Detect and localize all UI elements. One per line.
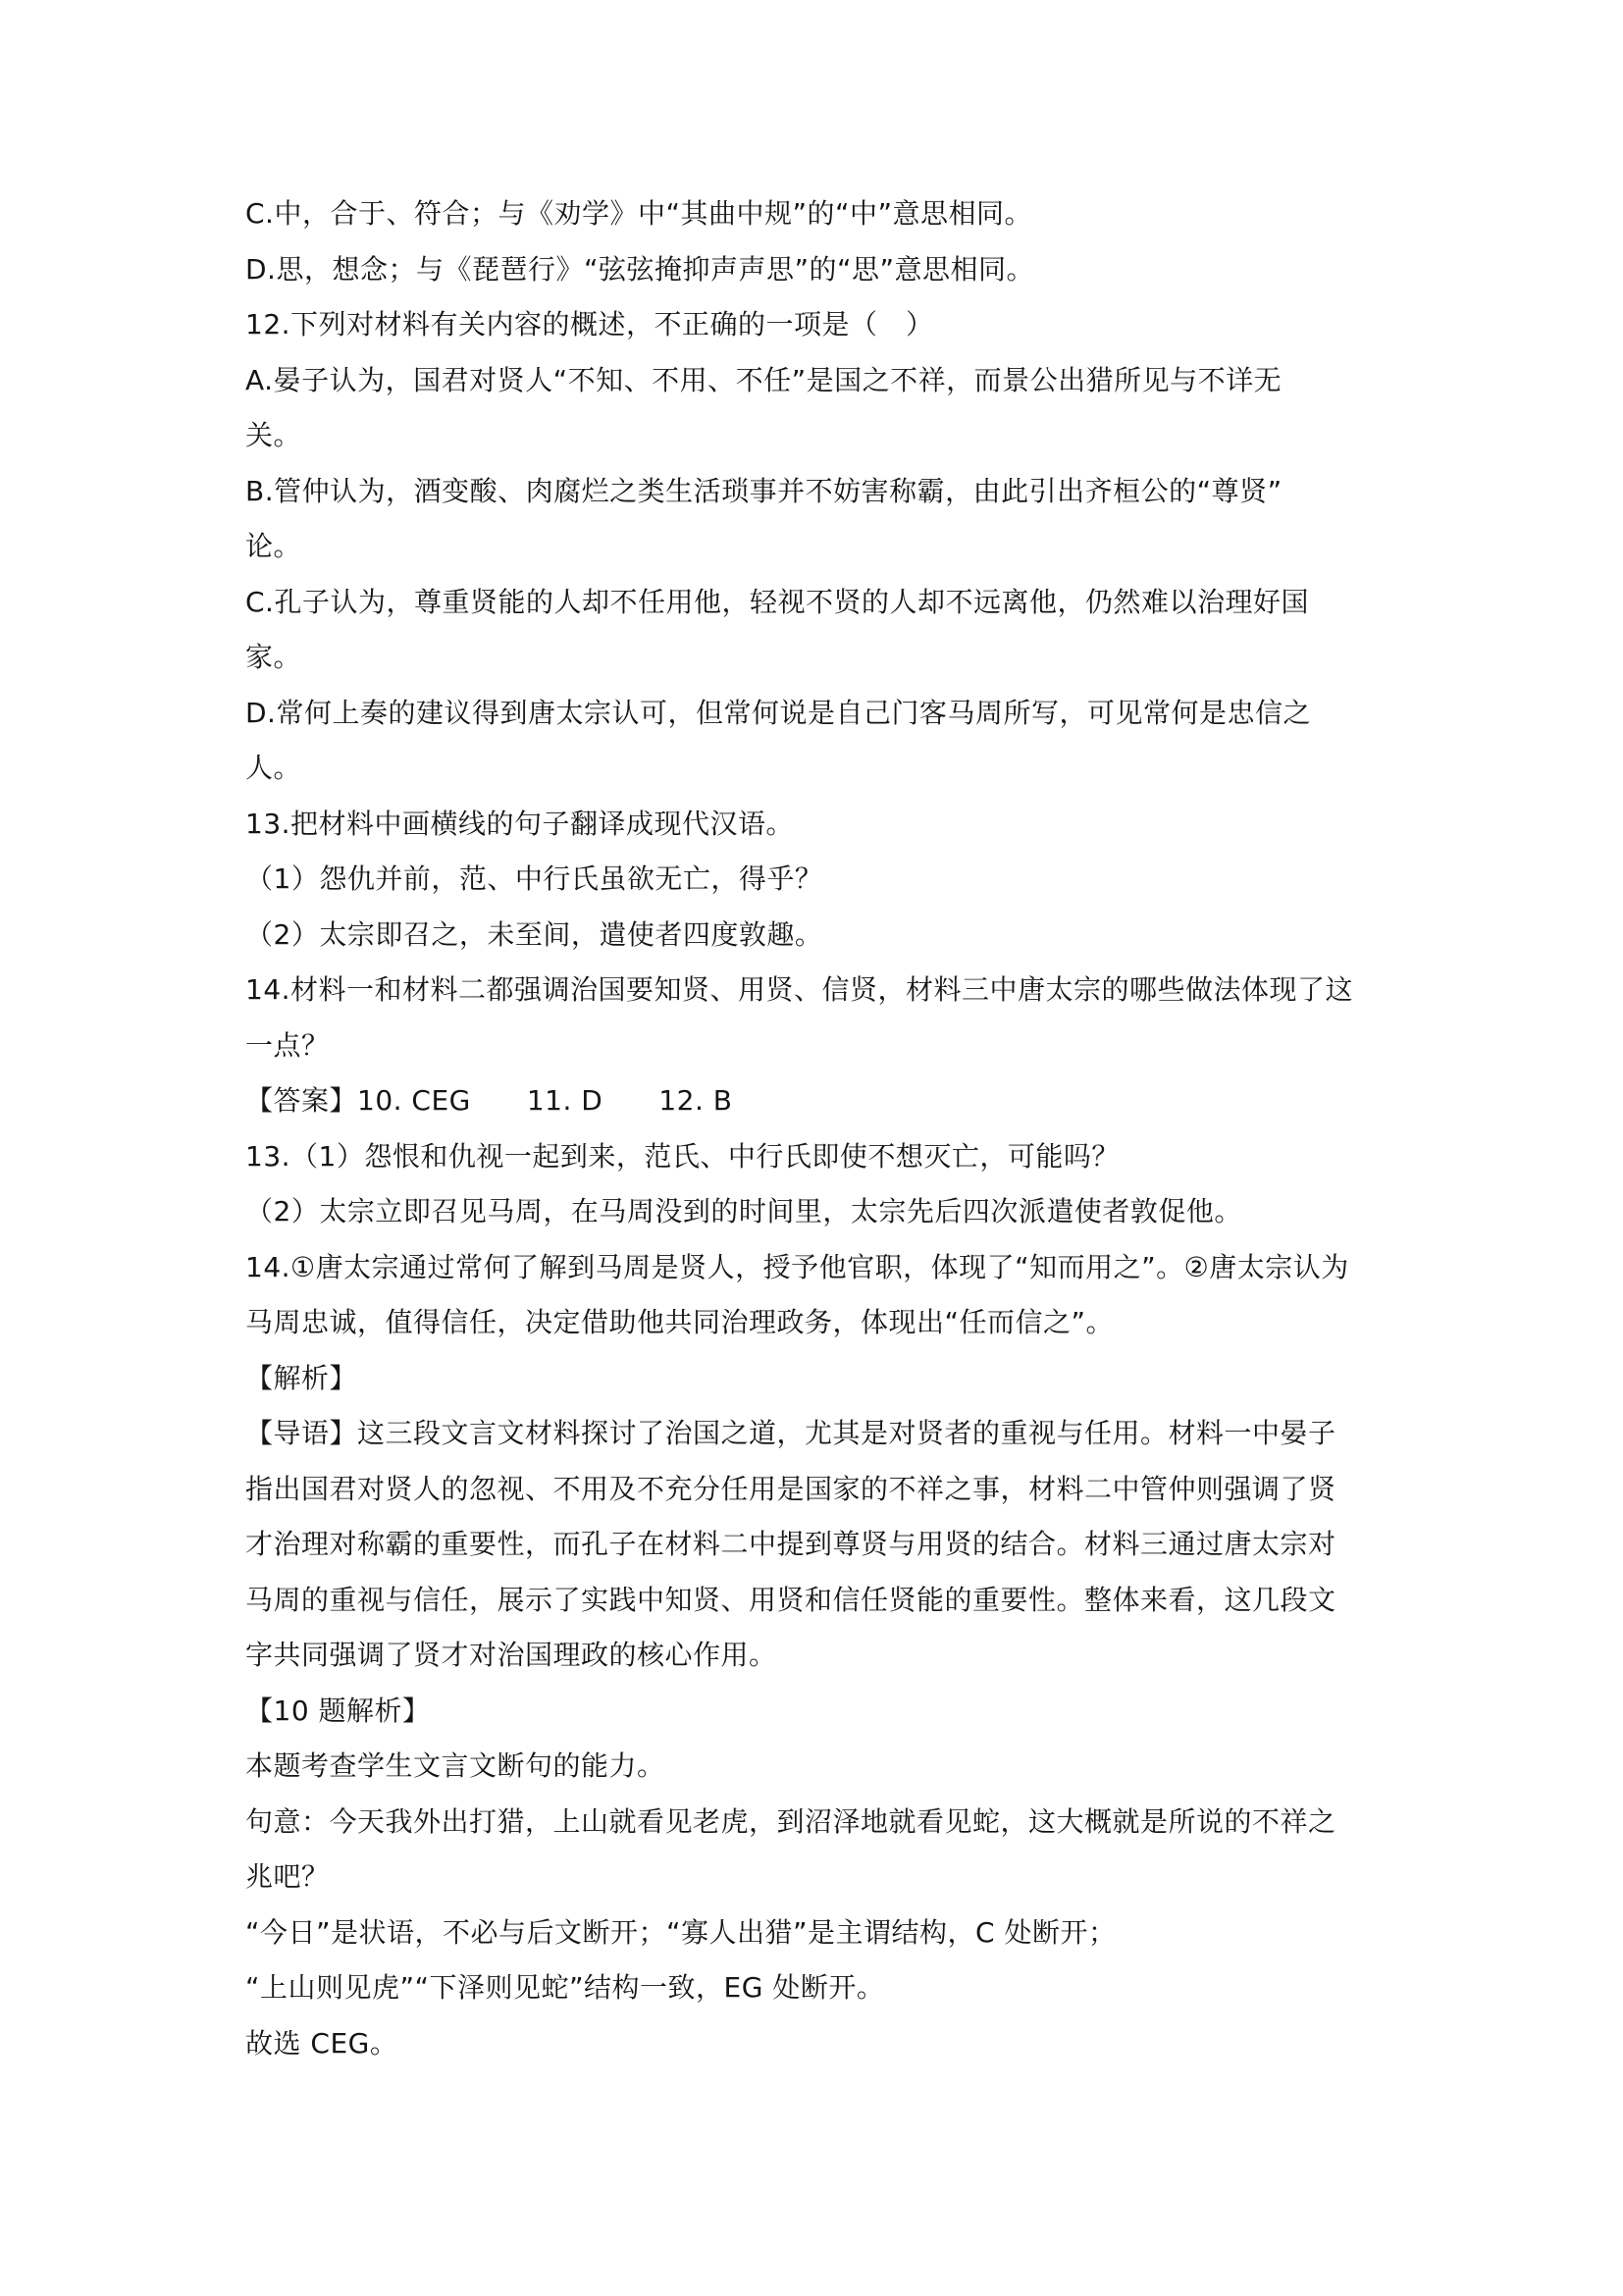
paragraph-analysis-overview-line-2: 指出国君对贤人的忽视、不用及不充分任用是国家的不祥之事，材料二中管仲则强调了贤	[245, 1472, 1336, 1505]
paragraph-q10-analysis-point-1: “今日”是状语，不必与后文断开；“寡人出猎”是主谓结构，C 处断开；	[245, 1915, 1117, 1949]
paragraph-analysis-overview-line-5: 字共同强调了贤才对治国理政的核心作用。	[245, 1639, 777, 1671]
paragraph-q12-option-a-line-2: 关。	[245, 419, 302, 451]
paragraph-answer-14-line-1: 14.①唐太宗通过常何了解到马周是贤人，授予他官职，体现了“知而用之”。②唐太宗认为	[245, 1250, 1349, 1283]
paragraph-q13-sentence-1: （1）怨仇并前，范、中行氏虽欲无亡，得乎？	[245, 862, 823, 895]
paragraph-q10-analysis-point-2: “上山则见虎”“下泽则见蛇”结构一致，EG 处断开。	[245, 1971, 885, 2004]
paragraph-q12-option-a-line-1: A.晏子认为，国君对贤人“不知、不用、不任”是国之不祥，而景公出猎所见与不详无	[245, 363, 1283, 396]
paragraph-q12-option-c-line-1: C.孔子认为，尊重贤能的人却不任用他，轻视不贤的人却不远离他，仍然难以治理好国	[245, 585, 1309, 618]
paragraph-analysis-overview-line-1: 【导语】这三段文言文材料探讨了治国之道，尤其是对贤者的重视与任用。材料一中晏子	[245, 1417, 1336, 1449]
paragraph-q10-analysis-meaning-line-2: 兆吧？	[245, 1860, 330, 1893]
paragraph-answer-line: 【答案】10. CEG 11. D 12. B	[245, 1084, 733, 1117]
paragraph-q12-option-d-line-2: 人。	[245, 752, 302, 784]
paragraph-q11-option-d: D.思，想念；与《琵琶行》“弦弦掩抑声声思”的“思”意思相同。	[245, 252, 1034, 286]
paragraph-q10-analysis-header: 【10 题解析】	[245, 1694, 431, 1727]
paragraph-q12-stem: 12.下列对材料有关内容的概述，不正确的一项是（ ）	[245, 308, 934, 340]
paragraph-q10-analysis-conclusion: 故选 CEG。	[245, 2026, 398, 2060]
paragraph-q10-analysis-meaning-line-1: 句意：今天我外出打猎，上山就看见老虎，到沼泽地就看见蛇，这大概就是所说的不祥之	[245, 1804, 1336, 1838]
paragraph-q11-option-c: C.中，合于、符合；与《劝学》中“其曲中规”的“中”意思相同。	[245, 197, 1032, 230]
paragraph-q14-stem-line-2: 一点？	[245, 1028, 330, 1062]
paragraph-answer-13-2: （2）太宗立即召见马周，在马周没到的时间里，太宗先后四次派遣使者敦促他。	[245, 1195, 1242, 1227]
paragraph-q14-stem-line-1: 14.材料一和材料二都强调治国要知贤、用贤、信贤，材料三中唐太宗的哪些做法体现了这	[245, 973, 1354, 1006]
paragraph-q12-option-d-line-1: D.常何上奏的建议得到唐太宗认可，但常何说是自己门客马周所写，可见常何是忠信之	[245, 696, 1311, 729]
paragraph-answer-14-line-2: 马周忠诚，值得信任，决定借助他共同治理政务，体现出“任而信之”。	[245, 1306, 1115, 1338]
paragraph-q12-option-b-line-2: 论。	[245, 530, 302, 562]
paragraph-q13-stem: 13.把材料中画横线的句子翻译成现代汉语。	[245, 807, 795, 840]
paragraph-analysis-overview-line-3: 才治理对称霸的重要性，而孔子在材料二中提到尊贤与用贤的结合。材料三通过唐太宗对	[245, 1528, 1336, 1560]
paragraph-q13-sentence-2: （2）太宗即召之，未至间，遣使者四度敦趣。	[245, 917, 823, 951]
paragraph-q12-option-c-line-2: 家。	[245, 641, 302, 673]
paragraph-q12-option-b-line-1: B.管仲认为，酒变酸、肉腐烂之类生活琐事并不妨害称霸，由此引出齐桓公的“尊贤”	[245, 474, 1283, 507]
paragraph-analysis-overview-line-4: 马周的重视与信任，展示了实践中知贤、用贤和信任贤能的重要性。整体来看，这几段文	[245, 1583, 1336, 1616]
paragraph-analysis-header: 【解析】	[245, 1361, 358, 1394]
paragraph-q10-analysis-intro: 本题考查学生文言文断句的能力。	[245, 1749, 665, 1782]
paragraph-answer-13-1: 13.（1）怨恨和仇视一起到来，范氏、中行氏即使不想灭亡，可能吗？	[245, 1139, 1120, 1173]
document-body	[245, 186, 1388, 2071]
